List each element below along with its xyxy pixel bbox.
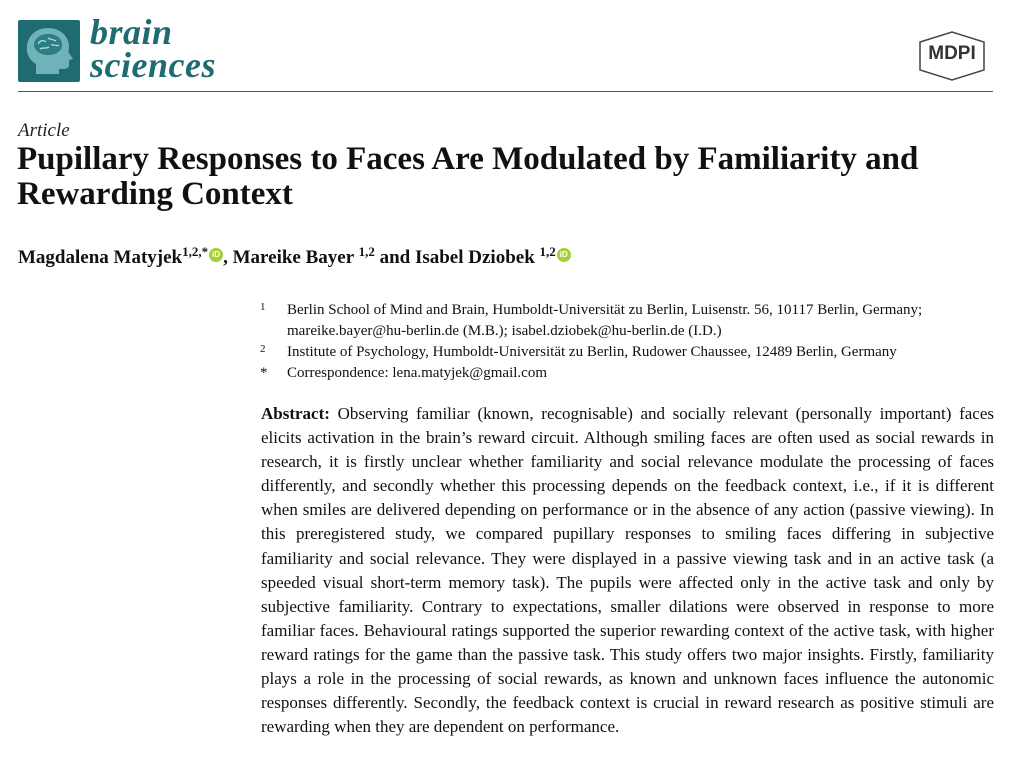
header-divider <box>18 91 993 92</box>
author-affiliation-sup: 1,2 <box>358 244 375 259</box>
affiliation-text: Institute of Psychology, Humboldt-Universität zu Berlin, Rudower Chaussee, 12489 Berlin, Germany <box>287 344 897 360</box>
affiliation-text: Berlin School of Mind and Brain, Humboldt-Universität zu Berlin, Luisenstr. 56, 10117 Berlin, Germany; mareike.bayer@hu-berlin.de (M.B.); isabel.dziobek@hu-berlin.de (I.D.) <box>287 302 923 339</box>
mdpi-logo <box>912 30 992 82</box>
affiliation-item <box>260 300 1000 342</box>
author-name: Mareike Bayer <box>232 247 354 268</box>
article-type: Article <box>18 120 70 141</box>
affiliation-list <box>260 300 1000 384</box>
brain-head-logo-icon <box>18 20 80 82</box>
journal-name-line2: sciences <box>90 45 216 85</box>
affiliation-item <box>260 363 1000 384</box>
abstract <box>261 402 994 739</box>
abstract-label: Abstract: <box>261 404 330 423</box>
affiliation-mark: 2 <box>260 343 266 355</box>
publisher-name: MDPI <box>928 43 976 64</box>
affiliation-mark: * <box>260 365 268 381</box>
orcid-icon[interactable]: iD <box>209 248 223 262</box>
journal-name-line1: brain <box>90 12 173 52</box>
author-affiliation-sup: 1,2 <box>539 244 556 259</box>
article-title: Pupillary Responses to Faces Are Modulated by Familiarity and Rewarding Context <box>17 141 919 212</box>
orcid-icon[interactable]: iD <box>557 248 571 262</box>
affiliation-text: Correspondence: lena.matyjek@gmail.com <box>287 365 547 381</box>
abstract-text: Observing familiar (known, recognisable) and socially relevant (personally important) faces elicits activation in the brain’s reward circuit. Although smiling faces are often used as social rewards in research, it is firstly unclear whether familiarity and social relevance modulate the processing of faces differently, and secondly whether this processing depends on the feedback context, i.e., if it is different when smiles are delivered depending on performance or in the absence of any action (passive viewing). In this preregistered study, we compared pupillary responses to smiling faces differing in subjective familiarity and social relevance. They were displayed in a passive viewing task and in an active task (a speeded visual short-term memory task). The pupils were affected only in the active task and only by subjective familiarity. Contrary to expectations, smaller dilations were observed in response to more familiar faces. Behavioural ratings supported the superior rewarding context of the active task, with higher reward ratings for the game than the passive task. This study offers two major insights. Firstly, familiarity plays a role in the processing of social rewards, as known and unknown faces influence the autonomic responses differently. Secondly, the feedback context is crucial in reward research as positive stimuli are rewarding when they are dependent on performance. <box>261 404 994 737</box>
author-list <box>18 244 571 269</box>
author-separator: and <box>374 247 415 268</box>
affiliation-item <box>260 342 1000 363</box>
journal-header <box>0 0 1023 95</box>
journal-name <box>90 12 216 85</box>
affiliation-mark: 1 <box>260 301 266 313</box>
author-separator: , <box>223 247 233 268</box>
author-name: Isabel Dziobek <box>414 247 535 268</box>
author-name: Magdalena Matyjek <box>18 247 183 268</box>
author-affiliation-sup: 1,2,* <box>182 244 209 259</box>
